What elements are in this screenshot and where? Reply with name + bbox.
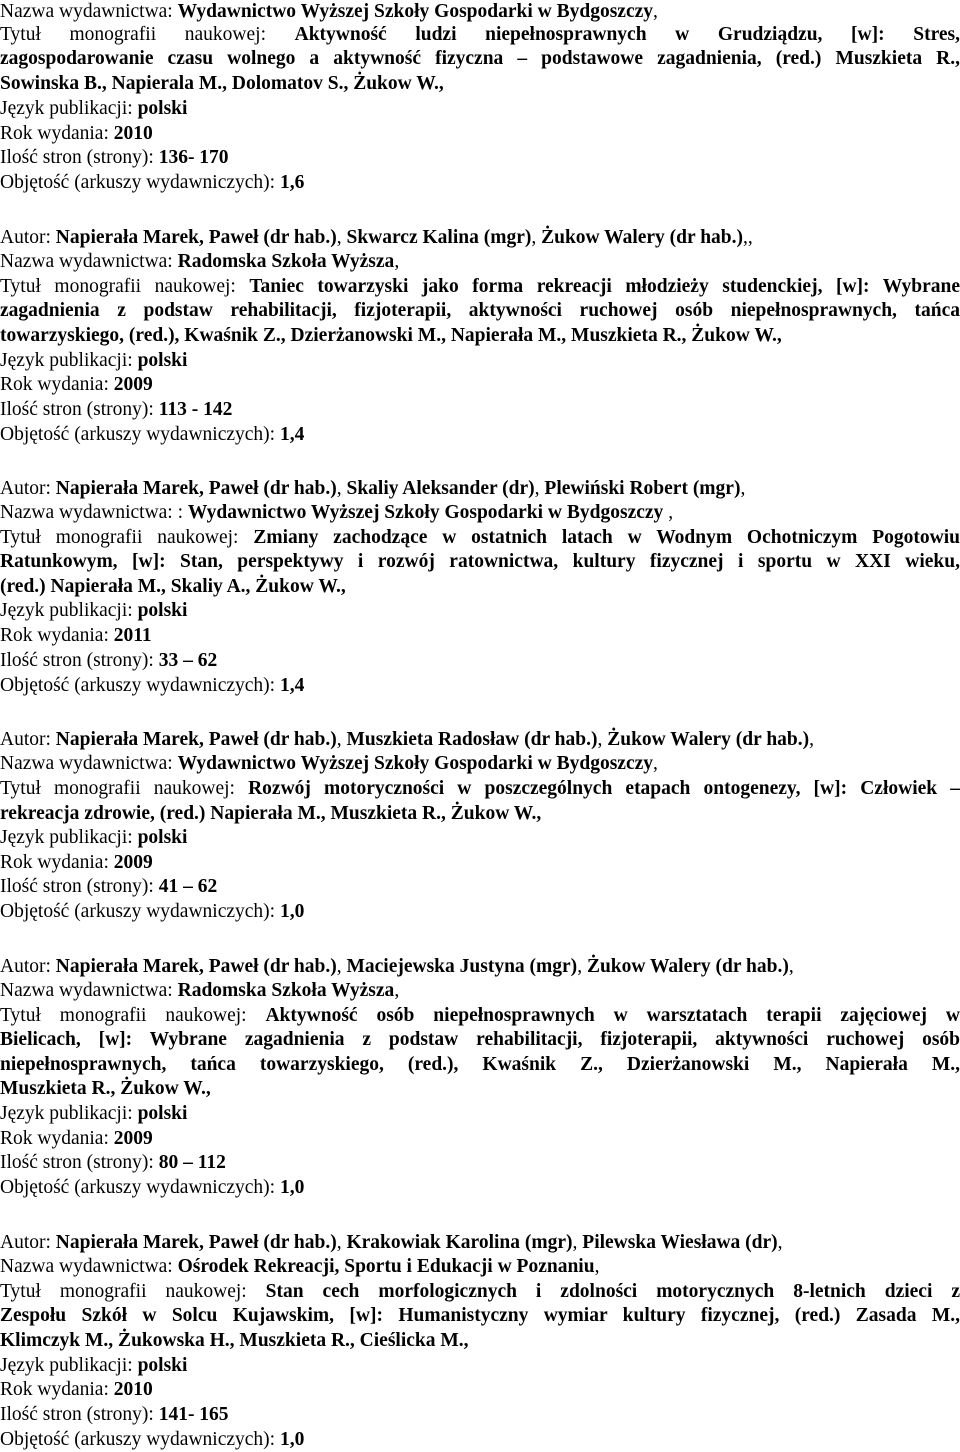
bold-value: polski (137, 1103, 188, 1124)
text-line (0, 978, 960, 1003)
field-label: Nazwa wydawnictwa: (0, 1256, 178, 1277)
bold-value: Pilewska Wiesława (dr) (582, 1232, 778, 1253)
text-line (0, 1230, 960, 1255)
bold-value: Muszkieta R., Żukow W., (0, 1078, 211, 1099)
bold-value: polski (137, 98, 188, 119)
bold-value: Muszkieta Radosław (dr hab.) (346, 729, 598, 750)
text-line (0, 22, 960, 47)
text-line (0, 348, 960, 373)
bold-value: Napierała Marek, Paweł (dr hab.) (55, 227, 337, 248)
field-label: Nazwa wydawnictwa: (0, 980, 178, 1001)
bold-value: Ośrodek Rekreacji, Sportu i Edukacji w Poznaniu (177, 1256, 595, 1277)
bold-value: zagadnienia z podstaw rehabilitacji, fizjoterapii, aktywności ruchowej osób niepełnosprawnych, tańca (0, 300, 960, 321)
text-line (0, 397, 960, 422)
field-label: Nazwa wydawnictwa: : (0, 502, 188, 523)
bold-value: Aktywność osób niepełnosprawnych w warsztatach terapii zajęciowej w (265, 1005, 960, 1026)
bold-value: Stan cech morfologicznych i zdolności motorycznych 8-letnich dzieci z (265, 1281, 960, 1302)
text-line (0, 249, 960, 274)
text-line (0, 1003, 960, 1028)
bold-value: polski (137, 1355, 188, 1376)
bold-value: towarzyskiego, (red.), Kwaśnik Z., Dzierżanowski M., Napierała M., Muszkieta R., Żukow W., (0, 325, 782, 346)
bold-value: 80 – 112 (158, 1152, 226, 1173)
bold-value: Żukow Walery (dr hab.) (607, 729, 810, 750)
text-line (0, 525, 960, 550)
bold-value: polski (137, 350, 188, 371)
text-line (0, 1027, 960, 1052)
bold-value: 33 – 62 (158, 650, 218, 671)
field-label: Ilość stron (strony): (0, 1404, 159, 1425)
field-label: Nazwa wydawnictwa: (0, 1, 178, 22)
bold-value: 1,4 (279, 675, 305, 696)
field-label: , (336, 1232, 347, 1253)
field-label: Objętość (arkuszy wydawniczych): (0, 1429, 280, 1450)
bold-value: Plewiński Robert (mgr) (544, 478, 741, 499)
bold-value: 2009 (113, 852, 153, 873)
field-label: Język publikacji: (0, 600, 138, 621)
bold-value: Klimczyk M., Żukowska H., Muszkieta R., Cieślicka M., (0, 1330, 469, 1351)
text-line (0, 1052, 960, 1077)
text-line (0, 0, 960, 24)
text-line (0, 298, 960, 323)
bold-value: Sowinska B., Napierala M., Dolomatov S., Żukow W., (0, 73, 444, 94)
bold-value: Krakowiak Karolina (mgr) (346, 1232, 573, 1253)
field-label: Ilość stron (strony): (0, 1152, 159, 1173)
field-label: , (336, 478, 347, 499)
field-label: Nazwa wydawnictwa: (0, 251, 178, 272)
bold-value: 41 – 62 (158, 876, 218, 897)
bold-value: Żukow Walery (dr hab.) (541, 227, 743, 248)
text-line (0, 549, 960, 574)
text-line (0, 1279, 960, 1304)
field-label: , (653, 1, 658, 22)
text-line (0, 1254, 960, 1279)
bold-value: polski (137, 827, 188, 848)
field-label: , (572, 1232, 583, 1253)
bold-value: Ratunkowym, [w]: Stan, perspektywy i rozwój ratownictwa, kultury fizycznej i sportu w XXI wieku, (0, 551, 960, 572)
field-label: Autor: (0, 478, 56, 499)
field-label: Tytuł monografii naukowej: (0, 24, 295, 45)
text-line (0, 899, 960, 924)
field-label: ,, (743, 227, 753, 248)
text-line (0, 648, 960, 673)
bold-value: 1,0 (279, 1429, 305, 1450)
field-label: , (531, 227, 542, 248)
field-label: Tytuł monografii naukowej: (0, 1005, 266, 1026)
text-line (0, 874, 960, 899)
field-label: Rok wydania: (0, 374, 114, 395)
field-label: Autor: (0, 227, 56, 248)
bold-value: 1,0 (279, 901, 305, 922)
text-line (0, 145, 960, 170)
field-label: Objętość (arkuszy wydawniczych): (0, 172, 280, 193)
text-line (0, 170, 960, 195)
field-label: Nazwa wydawnictwa: (0, 753, 178, 774)
bold-value: 113 - 142 (158, 399, 233, 420)
bold-value: 1,4 (279, 424, 305, 445)
field-label: , (597, 729, 608, 750)
field-label: Język publikacji: (0, 98, 138, 119)
text-line (0, 500, 960, 525)
field-label: Tytuł monografii naukowej: (0, 778, 249, 799)
bold-value: Wydawnictwo Wyższej Szkoły Gospodarki w Bydgoszczy (187, 502, 664, 523)
text-line (0, 954, 960, 979)
field-label: Język publikacji: (0, 350, 138, 371)
bold-value: 141- 165 (158, 1404, 229, 1425)
bold-value: polski (137, 600, 188, 621)
field-label: Rok wydania: (0, 1379, 114, 1400)
field-label: Ilość stron (strony): (0, 147, 159, 168)
field-label: Objętość (arkuszy wydawniczych): (0, 675, 280, 696)
field-label: , (394, 980, 400, 1001)
text-line (0, 801, 960, 826)
bold-value: Żukow Walery (dr hab.) (586, 956, 789, 977)
bold-value: 136- 170 (158, 147, 229, 168)
field-label: , (336, 956, 347, 977)
field-label: Rok wydania: (0, 625, 114, 646)
bold-value: 2010 (113, 123, 153, 144)
text-line (0, 1377, 960, 1402)
bold-value: (red.) Napierała M., Skaliy A., Żukow W., (0, 576, 346, 597)
field-label: Objętość (arkuszy wydawniczych): (0, 424, 280, 445)
bold-value: 1,6 (279, 172, 305, 193)
text-line (0, 1101, 960, 1126)
field-label: Objętość (arkuszy wydawniczych): (0, 1177, 280, 1198)
field-label: , (577, 956, 587, 977)
field-label: Język publikacji: (0, 1103, 138, 1124)
text-line (0, 825, 960, 850)
field-label: , (788, 956, 794, 977)
field-label: Rok wydania: (0, 852, 114, 873)
bold-value: Napierała Marek, Paweł (dr hab.) (55, 1232, 337, 1253)
text-line (0, 623, 960, 648)
bold-value: 2011 (113, 625, 152, 646)
field-label: Ilość stron (strony): (0, 876, 159, 897)
bold-value: Bielicach, [w]: Wybrane zagadnienia z podstaw rehabilitacji, fizjoterapii, aktywności ruchowej osób (0, 1029, 960, 1050)
field-label: Rok wydania: (0, 123, 114, 144)
bold-value: 1,0 (279, 1177, 305, 1198)
text-line (0, 323, 960, 348)
text-line (0, 46, 960, 71)
bold-value: Radomska Szkoła Wyższa (177, 251, 395, 272)
text-line (0, 1328, 960, 1353)
bold-value: Taniec towarzyski jako forma rekreacji młodzieży studenckiej, [w]: Wybrane (249, 276, 960, 297)
text-line (0, 776, 960, 801)
field-label: , (653, 753, 658, 774)
field-label: , (663, 502, 674, 523)
bold-value: Aktywność ludzi niepełnosprawnych w Grudziądzu, [w]: Stres, (294, 24, 960, 45)
text-line (0, 727, 960, 752)
bold-value: Napierała Marek, Paweł (dr hab.) (55, 729, 337, 750)
bold-value: Zmiany zachodzące w ostatnich latach w Wodnym Ochotniczym Pogotowiu (253, 527, 960, 548)
text-line (0, 1303, 960, 1328)
bold-value: Maciejewska Justyna (mgr) (346, 956, 578, 977)
bold-value: zagospodarowanie czasu wolnego a aktywność fizyczna – podstawowe zagadnienia, (red.) Muszkieta R., (0, 48, 960, 69)
bold-value: Radomska Szkoła Wyższa (177, 980, 395, 1001)
bold-value: Skwarcz Kalina (mgr) (346, 227, 532, 248)
field-label: , (594, 1256, 600, 1277)
field-label: Tytuł monografii naukowej: (0, 527, 254, 548)
text-line (0, 1126, 960, 1151)
field-label: Autor: (0, 729, 56, 750)
field-label: , (394, 251, 400, 272)
text-line (0, 1427, 960, 1452)
field-label: , (534, 478, 545, 499)
field-label: , (740, 478, 746, 499)
field-label: Objętość (arkuszy wydawniczych): (0, 901, 280, 922)
text-line (0, 225, 960, 250)
text-line (0, 71, 960, 96)
bold-value: 2009 (113, 1128, 153, 1149)
text-line (0, 1076, 960, 1101)
field-label: Autor: (0, 956, 56, 977)
field-label: Ilość stron (strony): (0, 399, 159, 420)
text-line (0, 850, 960, 875)
field-label: Język publikacji: (0, 1355, 138, 1376)
text-line (0, 476, 960, 501)
text-line (0, 751, 960, 776)
bold-value: Zespołu Szkół w Solcu Kujawskim, [w]: Humanistyczny wymiar kultury fizycznej, (red.) Zasada M., (0, 1305, 960, 1326)
text-line (0, 1150, 960, 1175)
text-line (0, 96, 960, 121)
field-label: , (777, 1232, 783, 1253)
bold-value: Wydawnictwo Wyższej Szkoły Gospodarki w Bydgoszczy (177, 753, 654, 774)
bold-value: rekreacja zdrowie, (red.) Napierała M., Muszkieta R., Żukow W., (0, 803, 542, 824)
text-line (0, 274, 960, 299)
text-line (0, 1175, 960, 1200)
field-label: Język publikacji: (0, 827, 138, 848)
text-line (0, 121, 960, 146)
text-line (0, 574, 960, 599)
bold-value: Napierała Marek, Paweł (dr hab.) (55, 478, 337, 499)
text-line (0, 598, 960, 623)
field-label: , (336, 227, 347, 248)
field-label: , (336, 729, 347, 750)
text-line (0, 1402, 960, 1427)
bold-value: 2010 (113, 1379, 153, 1400)
text-line (0, 422, 960, 447)
text-line (0, 673, 960, 698)
bold-value: 2009 (113, 374, 153, 395)
field-label: , (809, 729, 814, 750)
bold-value: Skaliy Aleksander (dr) (346, 478, 535, 499)
bold-value: niepełnosprawnych, tańca towarzyskiego, (red.), Kwaśnik Z., Dzierżanowski M., Napierała M., (0, 1054, 960, 1075)
bold-value: Rozwój motoryczności w poszczególnych etapach ontogenezy, [w]: Człowiek – (248, 778, 960, 799)
bold-value: Napierała Marek, Paweł (dr hab.) (55, 956, 337, 977)
field-label: Tytuł monografii naukowej: (0, 276, 250, 297)
field-label: Autor: (0, 1232, 56, 1253)
text-line (0, 1353, 960, 1378)
field-label: Rok wydania: (0, 1128, 114, 1149)
bold-value: Wydawnictwo Wyższej Szkoły Gospodarki w Bydgoszczy (177, 1, 654, 22)
field-label: Ilość stron (strony): (0, 650, 159, 671)
text-line (0, 372, 960, 397)
field-label: Tytuł monografii naukowej: (0, 1281, 266, 1302)
